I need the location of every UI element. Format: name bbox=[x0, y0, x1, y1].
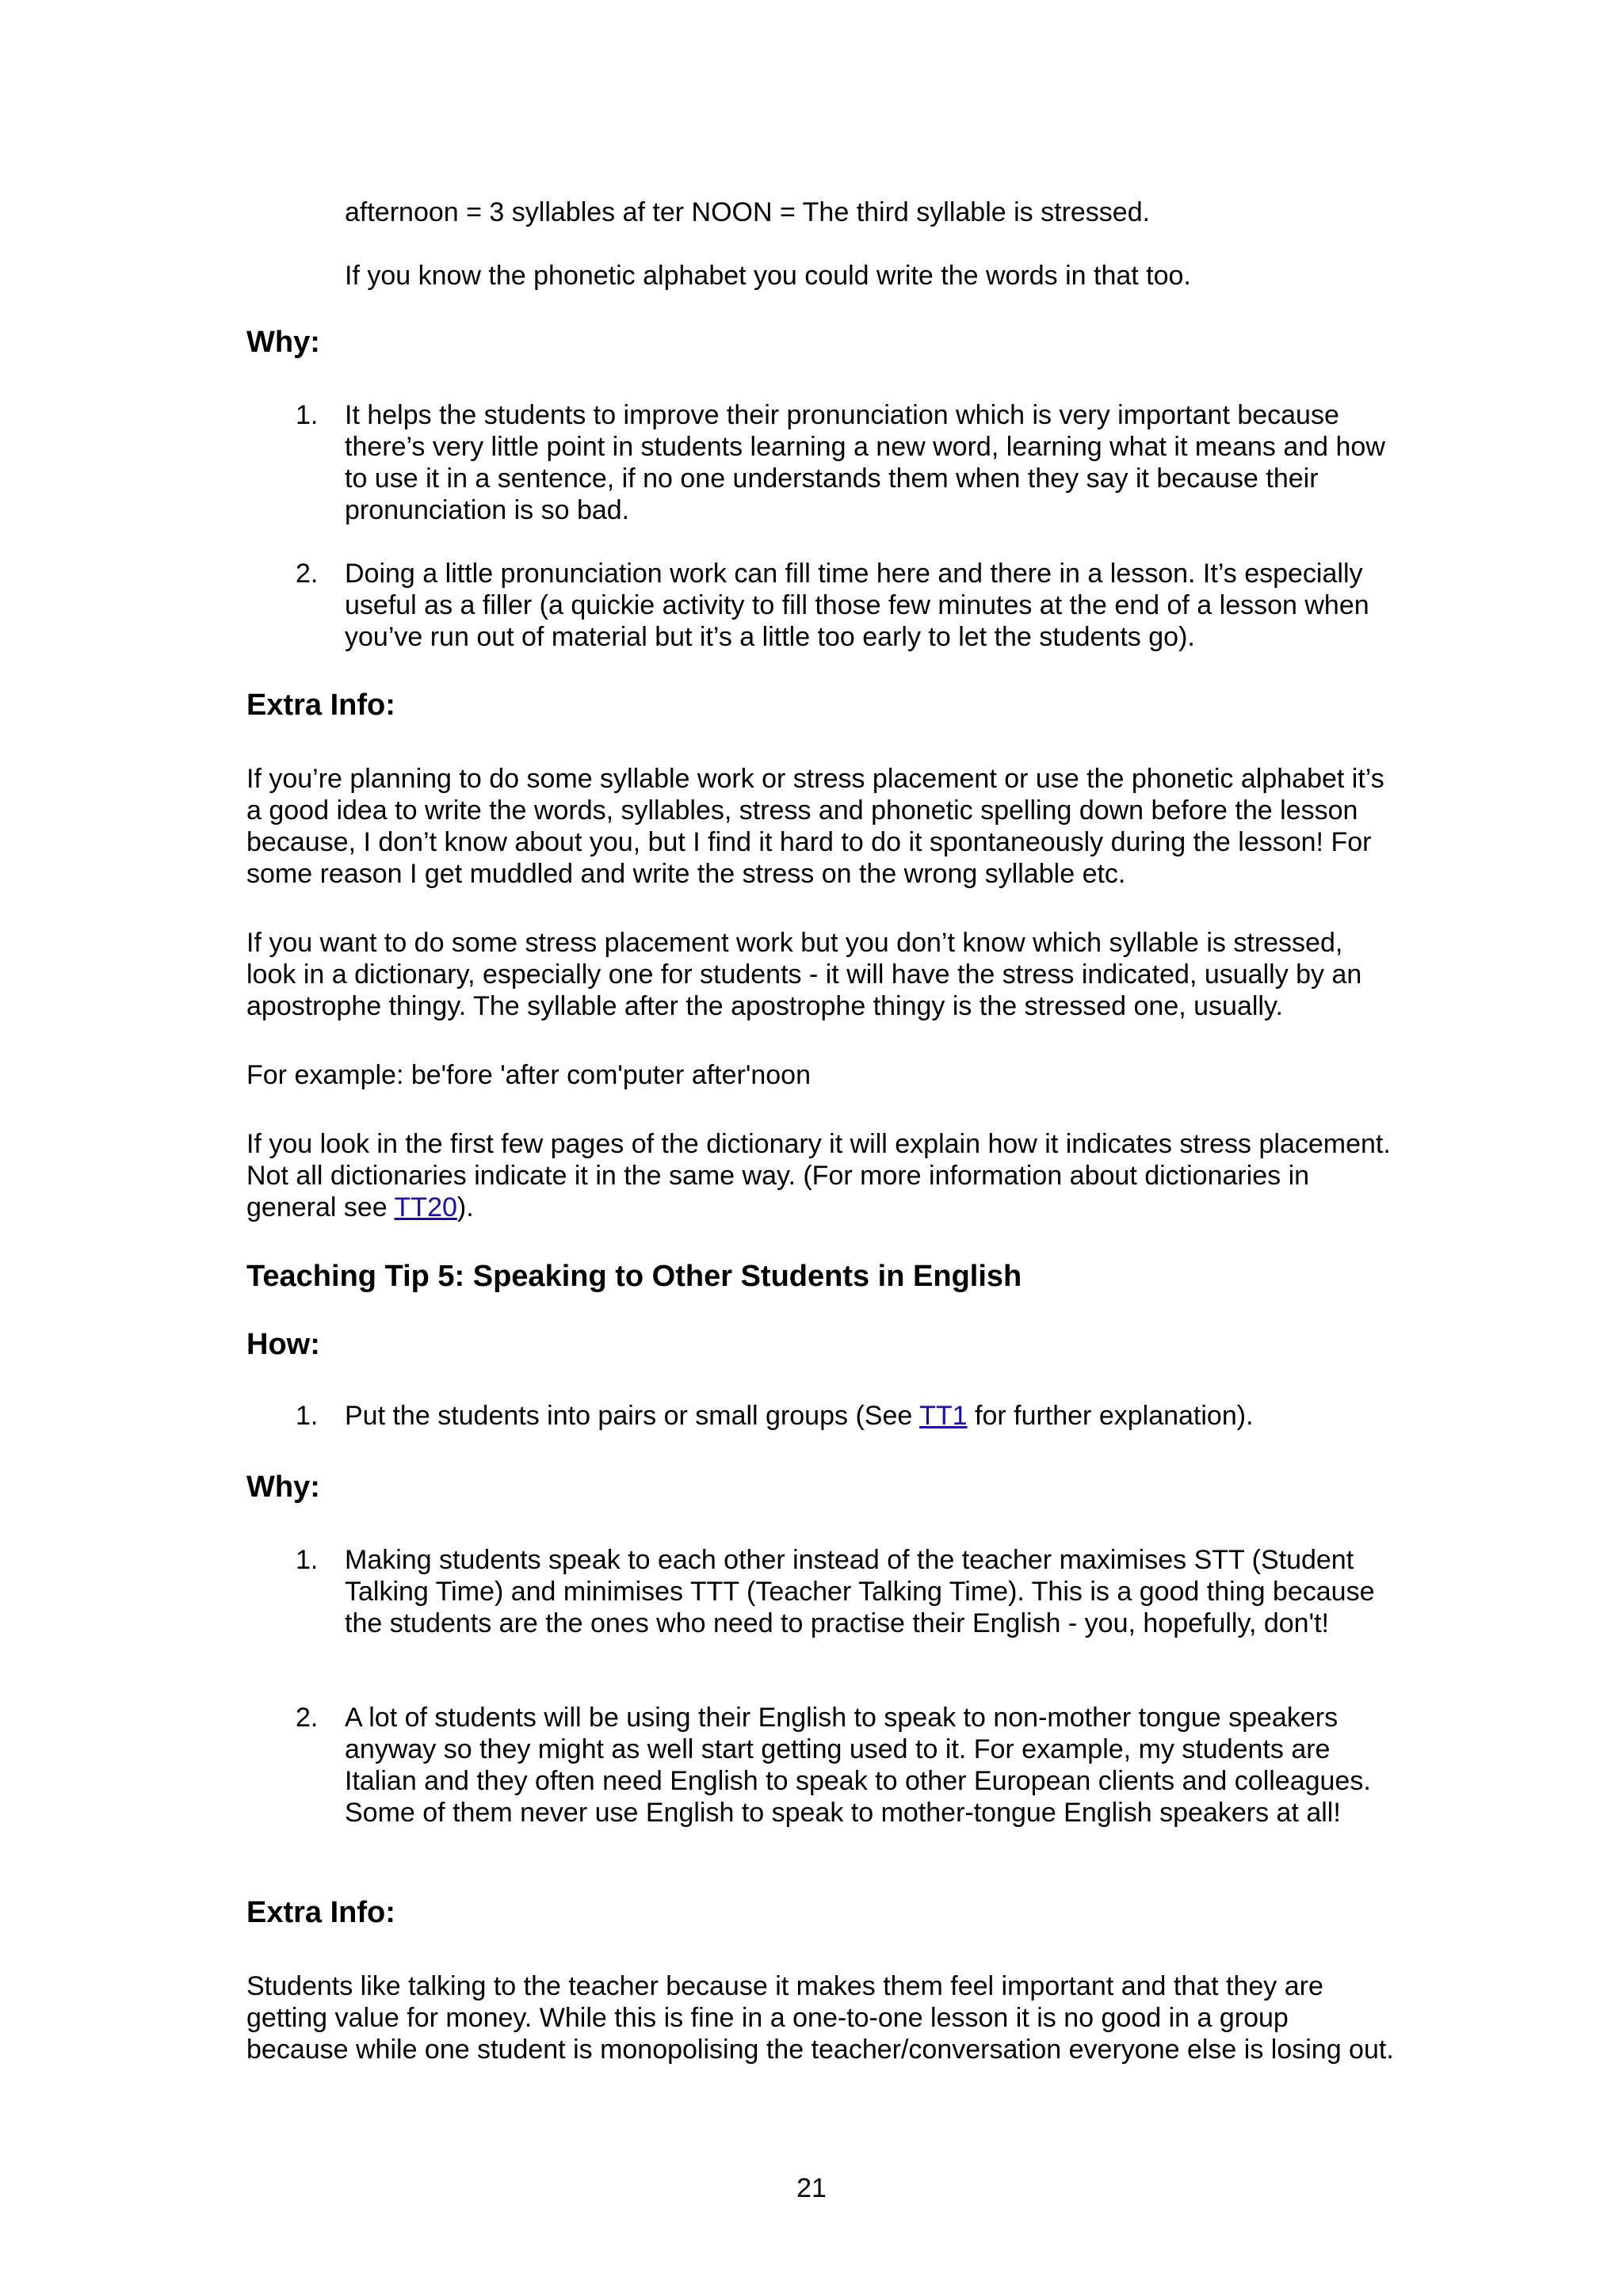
teaching-tip-5-title: Teaching Tip 5: Speaking to Other Students in English bbox=[246, 1260, 1022, 1293]
paragraph-text: If you look in the first few pages of the dictionary it will explain how it indicates stress placement. Not all dictionaries indicate it in the same way. (For more information about dictionaries in general see bbox=[246, 1129, 1391, 1222]
extra-info-paragraph-5: Students like talking to the teacher because it makes them feel important and that they are getting value for money. While this is fine in a one-to-one lesson it is no good in a group because while one student is monopolising the teacher/conversation everyone else is losing out. bbox=[246, 1971, 1394, 2065]
extra-info-paragraph-2: If you want to do some stress placement work but you don’t know which syllable is stressed, look in a dictionary, especially one for students - it will have the stress indicated, usually by an apostrophe thingy. The syllable after the apostrophe thingy is the stressed one, usually. bbox=[246, 928, 1362, 1021]
tt20-link[interactable]: TT20 bbox=[394, 1192, 457, 1222]
extra-info-paragraph-1: If you’re planning to do some syllable work or stress placement or use the phonetic alphabet it’s a good idea to write the words, syllables, stress and phonetic spelling down before the lesson because, I don’t know about you, but I find it hard to do it spontaneously during the lesson! For some reason I get muddled and write the stress on the wrong syllable etc. bbox=[246, 764, 1384, 889]
list-text bbox=[345, 1400, 1399, 1432]
list-number: 2. bbox=[296, 1703, 319, 1733]
stress-examples: For example: be'fore 'after com'puter after'noon bbox=[246, 1060, 811, 1090]
why-heading: Why: bbox=[246, 326, 320, 359]
extra-info-paragraph-4 bbox=[246, 1128, 1396, 1223]
afternoon-example: afternoon = 3 syllables af ter NOON = The third syllable is stressed. bbox=[345, 197, 1151, 227]
list-number: 2. bbox=[296, 559, 319, 589]
list-text-start: Put the students into pairs or small groups (See bbox=[345, 1401, 920, 1431]
page-number: 21 bbox=[796, 2173, 827, 2203]
list-text: A lot of students will be using their English to speak to non-mother tongue speakers anyway so they might as well start getting used to it. For example, my students are Italian and they often need English to speak to other European clients and colleagues. Some of them never use English to speak to mother-tongue English speakers at all! bbox=[345, 1703, 1371, 1828]
list-number: 1. bbox=[296, 1545, 319, 1575]
extra-info-heading: Extra Info: bbox=[246, 688, 395, 722]
list-text: It helps the students to improve their pronunciation which is very important because there’s very little point in students learning a new word, learning what it means and how to use it in a sentence, if no one understands them when they say it because their pronunciation is so bad. bbox=[345, 400, 1385, 525]
list-text: Making students speak to each other instead of the teacher maximises STT (Student Talking Time) and minimises TTT (Teacher Talking Time). This is a good thing because the students are the ones who need to practise their English - you, hopefully, don't! bbox=[345, 1545, 1375, 1638]
why-heading-2: Why: bbox=[246, 1470, 320, 1504]
list-number: 1. bbox=[296, 400, 319, 430]
list-text: Doing a little pronunciation work can fill time here and there in a lesson. It’s especially useful as a filler (a quickie activity to fill those few minutes at the end of a lesson when you’ve run out of material but it’s a little too early to let the students go). bbox=[345, 559, 1369, 652]
how-heading: How: bbox=[246, 1328, 320, 1361]
paragraph-text-end: ). bbox=[456, 1192, 474, 1222]
extra-info-heading-2: Extra Info: bbox=[246, 1896, 395, 1929]
tt1-link[interactable]: TT1 bbox=[919, 1401, 968, 1431]
list-number: 1. bbox=[296, 1401, 319, 1431]
phonetic-note: If you know the phonetic alphabet you could write the words in that too. bbox=[345, 261, 1191, 291]
list-text-end: for further explanation). bbox=[967, 1401, 1254, 1431]
